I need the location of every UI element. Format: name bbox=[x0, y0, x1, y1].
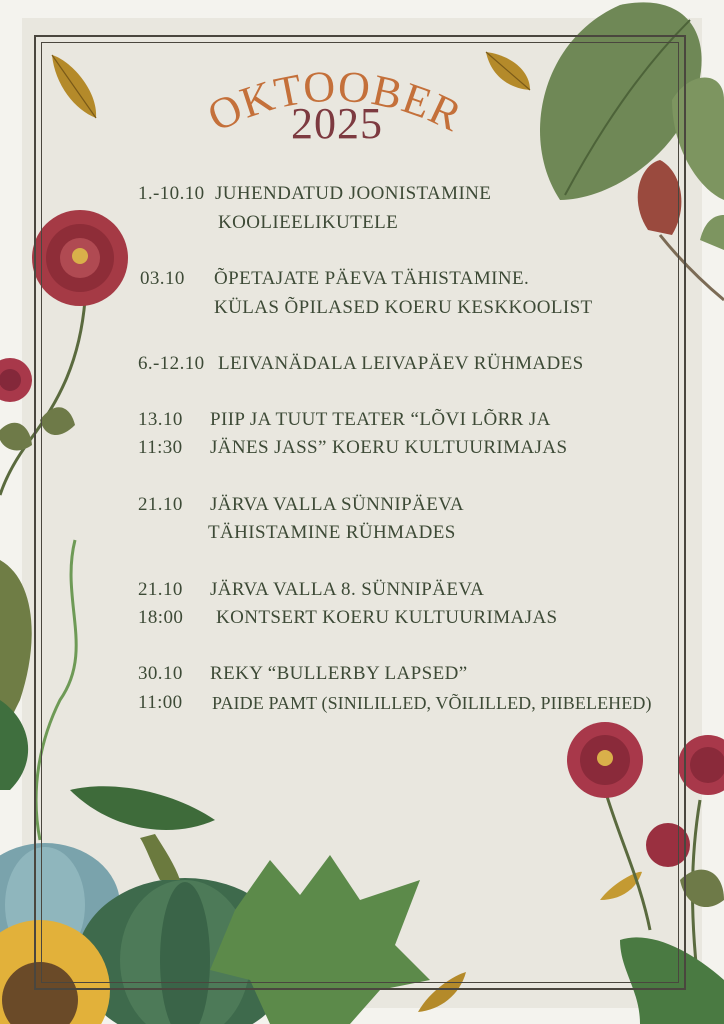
event-text: KOOLIEELIKUTELE bbox=[218, 212, 399, 233]
event-text: JÄRVA VALLA SÜNNIPÄEVA bbox=[210, 494, 464, 515]
event-date: 30.10 bbox=[138, 663, 183, 684]
year-title: 2025 bbox=[291, 99, 383, 148]
event-text: KONTSERT KOERU KULTUURIMAJAS bbox=[216, 607, 558, 628]
event-date: 13.10 bbox=[138, 409, 183, 430]
event-date: 21.10 bbox=[138, 494, 183, 515]
event-date: 03.10 bbox=[140, 268, 185, 289]
event-text: PIIP JA TUUT TEATER “LÕVI LÕRR JA bbox=[210, 409, 551, 430]
event-text: TÄHISTAMINE RÜHMADES bbox=[208, 522, 456, 543]
event-time: 11:30 bbox=[138, 437, 183, 458]
event-time: 18:00 bbox=[138, 607, 184, 628]
event-date: 21.10 bbox=[138, 579, 183, 600]
event-text: ÕPETAJATE PÄEVA TÄHISTAMINE. bbox=[214, 268, 530, 289]
event-text: KÜLAS ÕPILASED KOERU KESKKOOLIST bbox=[214, 297, 593, 318]
event-date: 1.-10.10 bbox=[138, 183, 205, 204]
event-date: 6.-12.10 bbox=[138, 353, 205, 374]
event-text: JÄRVA VALLA 8. SÜNNIPÄEVA bbox=[210, 579, 485, 600]
event-text: LEIVANÄDALA LEIVAPÄEV RÜHMADES bbox=[218, 353, 584, 374]
event-time: 11:00 bbox=[138, 692, 183, 713]
event-text: REKY “BULLERBY LAPSED” bbox=[210, 663, 468, 684]
month-title-text: OKTOOBER bbox=[200, 65, 470, 142]
event-text: PAIDE PAMT (SINILILLED, VÕILILLED, PIIBELEHED) bbox=[212, 693, 652, 713]
event-text: JUHENDATUD JOONISTAMINE bbox=[215, 183, 492, 204]
event-text: JÄNES JASS” KOERU KULTUURIMAJAS bbox=[210, 437, 568, 458]
